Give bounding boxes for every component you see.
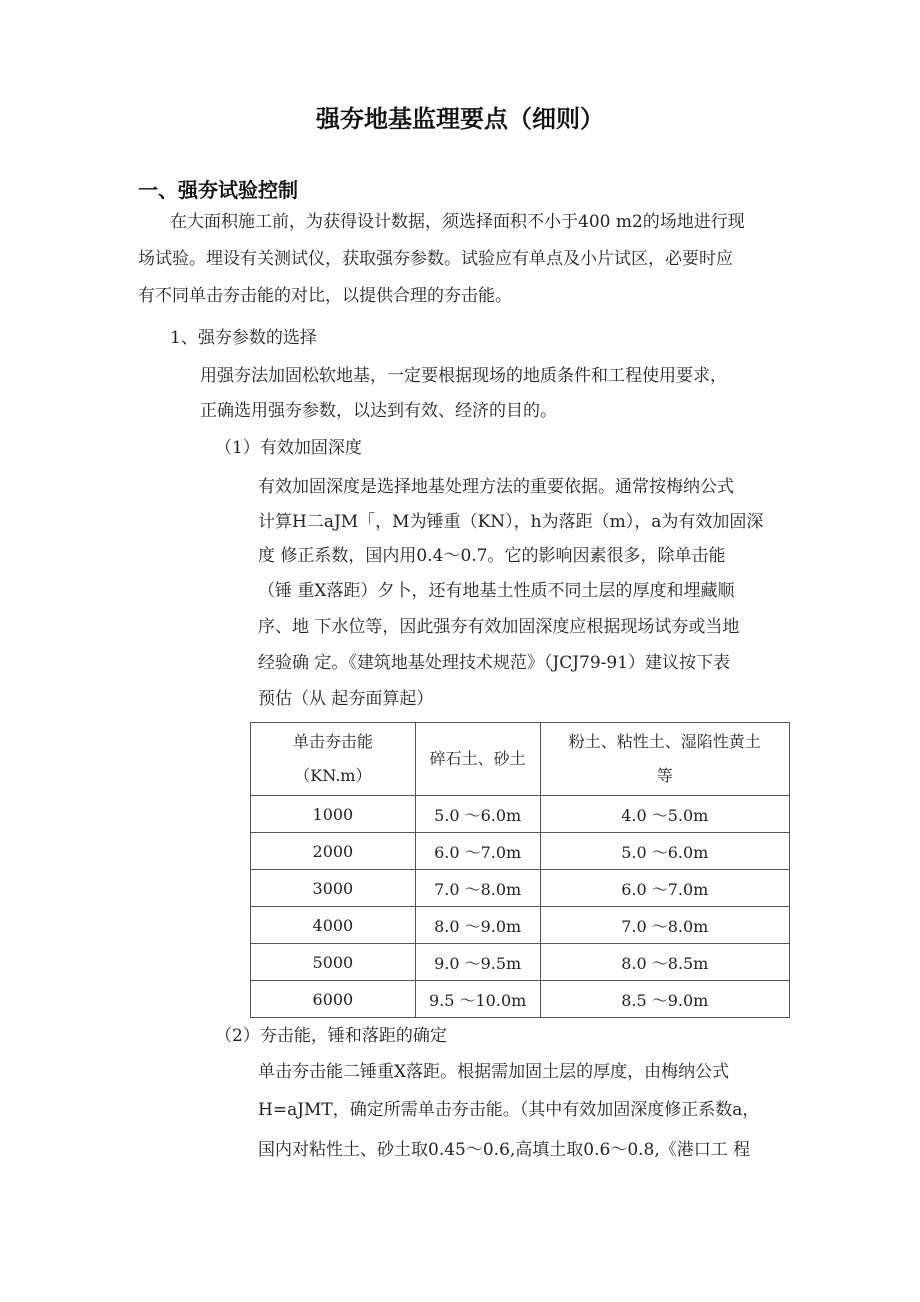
paragraph-line: 有不同单击夯击能的对比，以提供合理的夯击能。 (138, 286, 512, 306)
paragraph-line: 预估（从 起夯面算起） (258, 689, 434, 709)
cell: 2000 (251, 833, 416, 870)
header-cell: 粉土、粘性土、湿陷性黄土 等 (540, 723, 789, 796)
cell: 4.0 ～5.0m (540, 796, 789, 833)
cell: 8.5 ～9.0m (540, 981, 789, 1018)
cell: 7.0 ～8.0m (540, 907, 789, 944)
paragraph-line: 经验确 定。《建筑地基处理技术规范》（JCJ79-91）建议按下表 (258, 653, 731, 673)
paragraph-line: 正确选用强夯参数，以达到有效、经济的目的。 (200, 401, 557, 421)
paragraph-line: 有效加固深度是选择地基处理方法的重要依据。通常按梅纳公式 (258, 477, 734, 497)
cell: 5.0 ～6.0m (415, 796, 540, 833)
table-row (251, 796, 790, 833)
paragraph-line: （锤 重X落距）夕卜，还有地基土性质不同土层的厚度和埋藏顺 (258, 581, 735, 601)
cell: 8.0 ～9.0m (415, 907, 540, 944)
cell: 5000 (251, 944, 416, 981)
cell: 3000 (251, 870, 416, 907)
table-row (251, 944, 790, 981)
document-title: 强夯地基监理要点（细则） (316, 105, 604, 133)
cell: 4000 (251, 907, 416, 944)
header-cell: 碎石土、砂土 (415, 723, 540, 796)
cell: 8.0 ～8.5m (540, 944, 789, 981)
cell: 9.0 ～9.5m (415, 944, 540, 981)
table-header-row (251, 723, 790, 796)
paragraph-line: 序、地 下水位等，因此强夯有效加固深度应根据现场试夯或当地 (258, 617, 740, 637)
header-cell: 单击夯击能 （KN.m） (251, 723, 416, 796)
paragraph-line: 用强夯法加固松软地基，一定要根据现场的地质条件和工程使用要求， (200, 366, 727, 386)
table-row (251, 833, 790, 870)
cell: 9.5 ～10.0m (415, 981, 540, 1018)
paragraph-line: 度 修正系数，国内用0.4～0.7。它的影响因素很多，除单击能 (258, 546, 726, 566)
paragraph-line: H=aJMT，确定所需单击夯击能。（其中有效加固深度修正系数a， (258, 1100, 760, 1120)
table-row (251, 907, 790, 944)
paragraph-line: 场试验。埋设有关测试仪，获取强夯参数。试验应有单点及小片试区，必要时应 (138, 249, 733, 269)
cell: 6000 (251, 981, 416, 1018)
cell: 6.0 ～7.0m (415, 833, 540, 870)
depth-table (250, 722, 790, 1018)
item-heading: （1）有效加固深度 (215, 438, 362, 458)
cell: 7.0 ～8.0m (415, 870, 540, 907)
cell: 6.0 ～7.0m (540, 870, 789, 907)
cell: 5.0 ～6.0m (540, 833, 789, 870)
subsection-heading: 1、强夯参数的选择 (170, 328, 317, 348)
cell: 1000 (251, 796, 416, 833)
paragraph-line: 单击夯击能二锤重X落距。根据需加固土层的厚度，由梅纳公式 (258, 1062, 730, 1082)
paragraph-line: 国内对粘性土、砂土取0.45～0.6,高填土取0.6～0.8,《港口工 程 (258, 1140, 751, 1160)
paragraph-line: 在大面积施工前，为获得设计数据，须选择面积不小于400 m2的场地进行现 (170, 212, 745, 232)
section-heading: 一、强夯试验控制 (138, 178, 298, 202)
table-row (251, 981, 790, 1018)
paragraph-line: 计算H二aJM「，M为锤重（KN），h为落距（m），a为有效加固深 (258, 512, 764, 532)
table-row (251, 870, 790, 907)
item-heading: （2）夯击能，锤和落距的确定 (215, 1026, 447, 1046)
